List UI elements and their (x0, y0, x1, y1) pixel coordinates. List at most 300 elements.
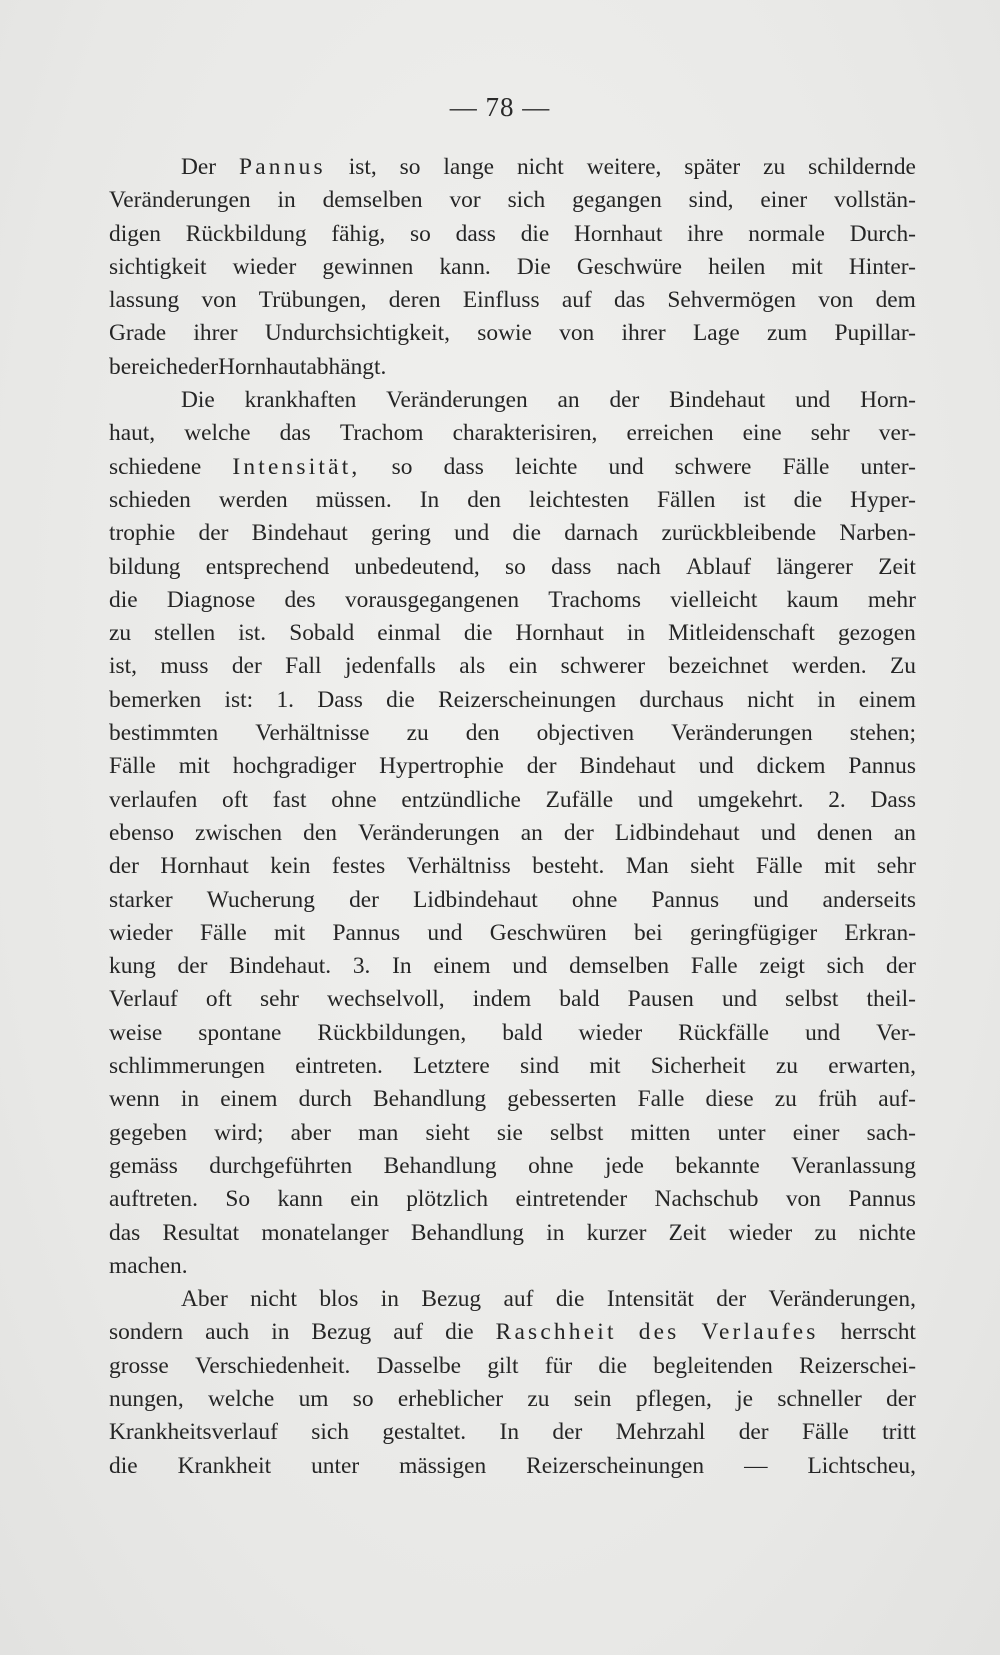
word: eintreten. (295, 1053, 383, 1080)
word: sehr (810, 420, 850, 447)
word: in (271, 1319, 290, 1346)
text-line (109, 1316, 916, 1349)
word: für (544, 1352, 573, 1379)
word: Veränderungen (386, 387, 528, 414)
word: durchgeführten (209, 1152, 353, 1179)
word: Mehrzahl (615, 1419, 706, 1446)
word: sach- (866, 1119, 916, 1146)
word: Veränderungen, (768, 1286, 916, 1313)
word: einem (433, 953, 491, 980)
word: welche (208, 1385, 275, 1412)
word: an (893, 819, 916, 846)
word: begleitenden (653, 1352, 773, 1379)
word: Hypertrophie (379, 753, 504, 780)
word: so (399, 154, 421, 180)
word: sieht (690, 853, 735, 880)
word: kann (277, 1186, 323, 1213)
word: die (520, 220, 550, 247)
word: und (753, 886, 789, 913)
word: später (684, 154, 741, 180)
word: ein (508, 653, 538, 680)
word: zurückbleibende (661, 520, 817, 547)
word: oft (205, 986, 232, 1013)
word: dickem (756, 753, 826, 780)
word: der (188, 353, 219, 380)
word: verlaufen (109, 786, 198, 813)
text-line (109, 284, 916, 317)
word: sein (573, 1385, 612, 1412)
word: mitten (630, 1119, 691, 1146)
word: In (419, 486, 440, 513)
word: Zufälle (545, 786, 614, 813)
word: kurzer (586, 1219, 647, 1246)
word: Intensität, (232, 453, 361, 480)
word: 1. (276, 686, 295, 713)
word: schneller (777, 1385, 862, 1412)
word: hochgradiger (232, 753, 357, 780)
word: die (793, 486, 823, 513)
word: blos (319, 1286, 359, 1313)
word: mit (589, 1053, 621, 1080)
word: sichtigkeit (109, 253, 207, 280)
word: Reizerscheinungen (438, 686, 617, 713)
word: objectiven (536, 720, 635, 747)
word: muss (160, 653, 209, 680)
word: je (736, 1385, 754, 1412)
word: Fällen (657, 486, 716, 513)
word: ist. (238, 620, 267, 647)
word: oft (222, 786, 248, 813)
word: aber (290, 1119, 331, 1146)
word: nach (616, 553, 661, 580)
word: sich (311, 1419, 349, 1446)
text-line (109, 1350, 916, 1383)
word: kann. (439, 253, 491, 280)
word: Behandlung (373, 1086, 487, 1113)
word: jede (604, 1152, 644, 1179)
word: in (817, 686, 836, 713)
word: mehr (867, 586, 916, 613)
word: in (277, 187, 296, 214)
word: zu (527, 1385, 550, 1412)
word: Die (516, 253, 551, 280)
text-line (109, 983, 916, 1016)
word: gilt (487, 1352, 519, 1379)
word: Veranlassung (791, 1152, 916, 1179)
text-line (109, 850, 916, 883)
word: ver- (878, 420, 916, 447)
word: gegeben (109, 1119, 187, 1146)
word: nicht (516, 154, 564, 180)
word: Grade (109, 320, 167, 347)
word: mit (791, 253, 823, 280)
word: auch (205, 1319, 250, 1346)
word: ihre (687, 220, 724, 247)
word: der (716, 1286, 747, 1313)
word: Lidbindehaut (614, 819, 740, 846)
word: der (886, 1385, 916, 1412)
word: Nachschub (654, 1186, 759, 1213)
word: sowie (477, 320, 532, 347)
text-line (109, 1383, 916, 1416)
word: ohne (528, 1152, 574, 1179)
text-line (109, 484, 916, 517)
word: festes (332, 853, 386, 880)
word: Der (181, 154, 217, 180)
word: die (463, 620, 493, 647)
word: bestimmten (109, 720, 219, 747)
word: deren (388, 287, 441, 314)
text-line (109, 1450, 916, 1483)
word: Sobald (289, 620, 355, 647)
word: Raschheit (495, 1319, 617, 1346)
word: — (744, 1452, 768, 1479)
word: der (349, 886, 379, 913)
word: Sicherheit (650, 1053, 746, 1080)
word: Bezug (311, 1319, 372, 1346)
word: spontane (198, 1019, 282, 1046)
word: einmal (377, 620, 441, 647)
word: gemäss (109, 1152, 178, 1179)
word: normale (748, 220, 825, 247)
paragraph (109, 384, 916, 1283)
word: Trübungen, (258, 287, 367, 314)
word: charakterisiren, (452, 420, 598, 447)
word: in (180, 1086, 200, 1113)
word: kung (109, 953, 156, 980)
text-line (109, 950, 916, 983)
word: abhängt. (306, 353, 387, 380)
word: von (818, 287, 854, 314)
word: zu (775, 1053, 798, 1080)
word: an (557, 387, 580, 414)
text-line (109, 551, 916, 584)
word: des (284, 586, 316, 613)
word: bald (559, 986, 600, 1013)
word: Lichtscheu, (807, 1452, 916, 1479)
word: haut, (109, 420, 156, 447)
word: Reizerschei- (799, 1352, 916, 1379)
word: gegangen (572, 187, 662, 214)
word: ist (743, 486, 766, 513)
word: das (613, 287, 646, 314)
word: die (598, 1352, 627, 1379)
word: einem (858, 686, 916, 713)
word: Behandlung (383, 1152, 497, 1179)
word: unter (717, 1119, 766, 1146)
word: schwerer (560, 653, 646, 680)
word: schlimmerungen (109, 1053, 265, 1080)
word: ohne (331, 786, 377, 813)
text-line (109, 917, 916, 950)
word: man (358, 1119, 399, 1146)
word: starker (109, 886, 173, 913)
word: sondern (109, 1319, 184, 1346)
word: lassung (109, 287, 180, 314)
word: ein (350, 1186, 379, 1213)
word: auftreten. (109, 1186, 198, 1213)
text-line (109, 817, 916, 850)
word: Hornhaut (160, 853, 249, 880)
word: so (391, 453, 413, 480)
word: Trachom (339, 420, 424, 447)
text-line (109, 218, 916, 251)
word: das (109, 1219, 141, 1246)
word: bemerken (109, 686, 202, 713)
word: indem (472, 986, 532, 1013)
word: schieden (109, 486, 191, 513)
text-line (109, 684, 916, 717)
word: ebenso (109, 819, 174, 846)
word: Erkran- (844, 919, 916, 946)
word: Man (625, 853, 669, 880)
word: kaum (786, 586, 839, 613)
text-line (109, 1183, 916, 1216)
word: müssen. (315, 486, 392, 513)
text-line (109, 1083, 916, 1116)
word: auf (393, 1319, 424, 1346)
word: Behandlung (410, 1219, 524, 1246)
word: So (225, 1186, 251, 1213)
paragraph (109, 151, 916, 384)
word: werden. (791, 653, 867, 680)
text-line (109, 351, 916, 384)
word: den (303, 819, 337, 846)
word: der (526, 753, 557, 780)
word: schwere (674, 453, 752, 480)
body-text (109, 151, 916, 1483)
word: machen. (109, 1252, 188, 1279)
word: und (760, 819, 796, 846)
word: erheblicher (397, 1385, 504, 1412)
word: trophie (109, 520, 176, 547)
word: ist: (224, 686, 254, 713)
text-line (109, 317, 916, 350)
word: nicht (250, 1286, 297, 1313)
word: Krankheitsverlauf (109, 1419, 278, 1446)
word: wieder (232, 253, 297, 280)
text-line (109, 184, 916, 217)
word: sind (520, 1053, 560, 1080)
word: Rückbildungen, (317, 1019, 467, 1046)
word: umgekehrt. (697, 786, 804, 813)
text-line (109, 151, 916, 184)
word: und (698, 753, 734, 780)
word: sich (826, 953, 865, 980)
word: Mitleidenschaft (668, 620, 815, 647)
word: zwischen (195, 819, 283, 846)
word: dass (551, 553, 592, 580)
word: gebesserten (507, 1086, 617, 1113)
word: grosse (109, 1352, 169, 1379)
word: Sehvermögen (667, 287, 796, 314)
word: gestaltet. (382, 1419, 467, 1446)
word: der (552, 1419, 583, 1446)
word: Geschwüren (489, 919, 607, 946)
text-line (109, 884, 916, 917)
word: Ver- (876, 1019, 916, 1046)
word: Veränderungen (671, 720, 813, 747)
word: wird; (214, 1119, 264, 1146)
word: die (445, 1319, 474, 1346)
word: ist, (348, 154, 377, 180)
word: Durch- (849, 220, 916, 247)
text-line (109, 584, 916, 617)
word: einer (792, 1119, 840, 1146)
word: die (109, 586, 138, 613)
text-line (109, 517, 916, 550)
word: selbst (550, 1119, 604, 1146)
word: Trachoms (548, 586, 642, 613)
word: das (279, 420, 311, 447)
word: von (559, 320, 595, 347)
word: einer (760, 187, 808, 214)
word: von (201, 287, 237, 314)
word: Hornhaut (515, 620, 604, 647)
paragraph (109, 1283, 916, 1483)
word: zeigt (759, 953, 805, 980)
word: die (555, 1286, 585, 1313)
word: In (392, 953, 412, 980)
word: zu (109, 620, 132, 647)
word: ihrer (193, 320, 238, 347)
word: Horn- (860, 387, 916, 414)
word: ihrer (621, 320, 666, 347)
word: wieder (578, 1019, 643, 1046)
word: Verlaufes (701, 1319, 819, 1346)
word: der (563, 819, 594, 846)
word: bereiche (109, 353, 189, 380)
word: gewinnen (322, 253, 414, 280)
word: leichte (515, 453, 578, 480)
word: Hyper- (850, 486, 916, 513)
word: der (109, 853, 139, 880)
word: wenn (109, 1086, 160, 1113)
text-line (109, 1283, 916, 1316)
word: zu (406, 720, 429, 747)
word: erwarten, (828, 1053, 916, 1080)
word: wieder (728, 1219, 793, 1246)
word: Dass (317, 686, 363, 713)
word: Lidbindehaut (413, 886, 538, 913)
word: lange (443, 154, 495, 180)
word: den (467, 486, 501, 513)
word: mit (274, 919, 306, 946)
word: diese (705, 1086, 754, 1113)
word: Resultat (162, 1219, 240, 1246)
word: sind, (688, 187, 734, 214)
word: Pannus (332, 919, 401, 946)
word: Reizerscheinungen (526, 1452, 705, 1479)
word: als (459, 653, 486, 680)
word: in (380, 1286, 399, 1313)
word: Narben- (839, 520, 916, 547)
word: und (512, 953, 548, 980)
word: so (505, 553, 526, 580)
word: Pausen (627, 986, 694, 1013)
word: die (109, 1452, 138, 1479)
word: Bindehaut (579, 753, 676, 780)
word: tritt (882, 1419, 916, 1446)
word: fähig, (331, 220, 386, 247)
word: bald (502, 1019, 543, 1046)
page-number: — 78 — (449, 92, 551, 122)
word: wechselvoll, (327, 986, 445, 1013)
word: dem (875, 287, 916, 314)
word: jedenfalls (344, 653, 436, 680)
word: Intensität (606, 1286, 694, 1313)
word: sie (496, 1119, 523, 1146)
word: Wucherung (206, 886, 315, 913)
word: Pannus (848, 1186, 916, 1213)
word: unter (311, 1452, 360, 1479)
word: um (298, 1385, 329, 1412)
word: erreichen (626, 420, 714, 447)
word: Zeit (668, 1219, 707, 1246)
word: In (499, 1419, 520, 1446)
word: Zeit (878, 553, 916, 580)
word: entzündliche (401, 786, 521, 813)
word: eintretender (515, 1186, 628, 1213)
word: schiedene (109, 453, 202, 480)
word: 3. (352, 953, 371, 980)
word: der (886, 953, 916, 980)
word: digen (109, 220, 161, 247)
word: vielleicht (670, 586, 758, 613)
word: Bindehaut. (229, 953, 332, 980)
word: eine (742, 420, 782, 447)
word: dass (443, 453, 484, 480)
word: leichtesten (529, 486, 630, 513)
word: besteht. (532, 853, 605, 880)
word: anderseits (822, 886, 916, 913)
word: einem (220, 1086, 278, 1113)
word: der (738, 1419, 769, 1446)
word: Falle (637, 1086, 685, 1113)
word: Fall (285, 653, 322, 680)
word: entsprechend (205, 553, 330, 580)
word: Lage (692, 320, 740, 347)
word: ist, (109, 653, 137, 680)
word: krankhaften (244, 387, 357, 414)
word: durch (298, 1086, 352, 1113)
word: von (785, 1186, 821, 1213)
word: Fälle (109, 753, 156, 780)
text-line (109, 251, 916, 284)
word: der (231, 653, 262, 680)
word: werden (218, 486, 288, 513)
word: Veränderungen (358, 819, 500, 846)
word: Die (181, 387, 215, 414)
word: Fälle (199, 919, 247, 946)
text-line (109, 1250, 916, 1283)
text-line (109, 750, 916, 783)
word: und (427, 919, 463, 946)
word: Undurchsichtigkeit, (264, 320, 450, 347)
word: mit (178, 753, 210, 780)
text-line (109, 417, 916, 450)
word: bei (634, 919, 663, 946)
word: zu (763, 154, 786, 180)
word: mässigen (399, 1452, 487, 1479)
word: ohne (571, 886, 618, 913)
word: sieht (425, 1119, 470, 1146)
text-line (109, 717, 916, 750)
word: zu (814, 1219, 837, 1246)
word: weitere, (586, 154, 662, 180)
word: nicht (747, 686, 794, 713)
text-line (109, 451, 916, 484)
